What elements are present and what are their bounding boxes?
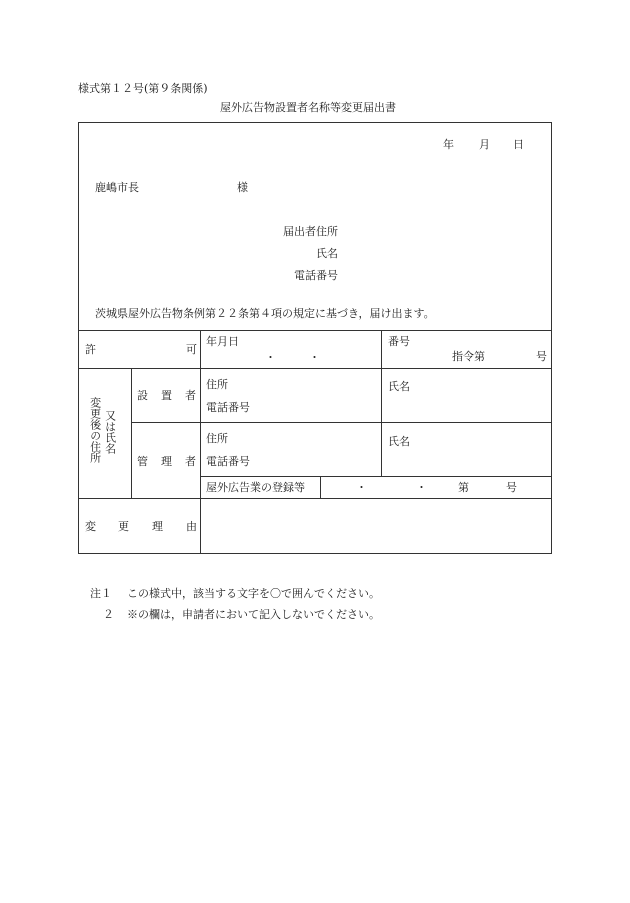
date-year: 年 xyxy=(443,138,454,151)
date-day: 日 xyxy=(513,138,524,151)
change-after-name-label: 又は氏名 xyxy=(103,410,117,454)
vline-name-column xyxy=(381,330,382,476)
vline-change-subcolumn xyxy=(131,368,132,498)
divider-installer-manager xyxy=(131,422,552,423)
reason-label-char-3: 理 xyxy=(152,520,163,533)
permit-number-prefix: 指令第 xyxy=(452,350,485,363)
manager-label-char-3: 者 xyxy=(185,455,196,468)
note-2-number: ２ xyxy=(103,608,114,621)
manager-name-label: 氏名 xyxy=(388,435,410,448)
divider-manager-registration xyxy=(200,476,552,477)
vline-main-column xyxy=(200,330,201,554)
form-frame xyxy=(78,122,552,554)
registration-dot-1: ・ xyxy=(356,481,367,494)
divider-change-reason xyxy=(78,498,552,499)
manager-label-char-1: 管 xyxy=(137,455,148,468)
permit-date-label: 年月日 xyxy=(206,335,239,348)
applicant-address-label: 届出者住所 xyxy=(283,225,338,238)
vline-registration xyxy=(320,476,321,498)
registration-dot-2: ・ xyxy=(416,481,427,494)
registration-prefix: 第 xyxy=(458,481,469,494)
date-month: 月 xyxy=(479,138,490,151)
registration-suffix: 号 xyxy=(506,481,517,494)
installer-name-label: 氏名 xyxy=(388,380,410,393)
addressee-honorific: 様 xyxy=(237,181,248,194)
manager-address-label: 住所 xyxy=(206,432,228,445)
permit-number-suffix: 号 xyxy=(536,350,547,363)
note-1-text: この様式中，該当する文字を〇で囲んでください。 xyxy=(127,587,380,600)
reason-label-char-2: 更 xyxy=(118,520,129,533)
installer-label-char-2: 置 xyxy=(161,389,172,402)
form-title: 屋外広告物設置者名称等変更届出書 xyxy=(220,101,396,114)
applicant-name-label: 氏名 xyxy=(316,247,338,260)
applicant-phone-label: 電話番号 xyxy=(294,269,338,282)
registration-label: 屋外広告業の登録等 xyxy=(206,481,305,494)
reason-label-char-1: 変 xyxy=(85,520,96,533)
manager-label-char-2: 理 xyxy=(161,455,172,468)
form-number: 様式第１２号(第９条関係) xyxy=(78,82,208,95)
permit-number-label: 番号 xyxy=(388,335,410,348)
reason-label-char-4: 由 xyxy=(186,520,197,533)
divider-permit-row xyxy=(78,368,552,369)
permit-date-dot-2: ・ xyxy=(309,351,320,364)
installer-label-char-1: 設 xyxy=(137,389,148,402)
permit-label-left: 許 xyxy=(85,343,96,356)
permit-label-right: 可 xyxy=(186,343,197,356)
note-1-number: 注１ xyxy=(90,587,112,600)
declaration-text: 茨城県屋外広告物条例第２２条第４項の規定に基づき，届け出ます。 xyxy=(95,307,435,320)
manager-phone-label: 電話番号 xyxy=(206,455,250,468)
change-after-address-label: 変更後の住所 xyxy=(88,397,102,463)
installer-phone-label: 電話番号 xyxy=(206,401,250,414)
note-2-text: ※の欄は，申請者において記入しないでください。 xyxy=(127,608,380,621)
divider-top-section xyxy=(78,330,552,331)
installer-label-char-3: 者 xyxy=(185,389,196,402)
installer-address-label: 住所 xyxy=(206,378,228,391)
permit-date-dot-1: ・ xyxy=(265,351,276,364)
addressee-name: 鹿嶋市長 xyxy=(95,181,139,194)
